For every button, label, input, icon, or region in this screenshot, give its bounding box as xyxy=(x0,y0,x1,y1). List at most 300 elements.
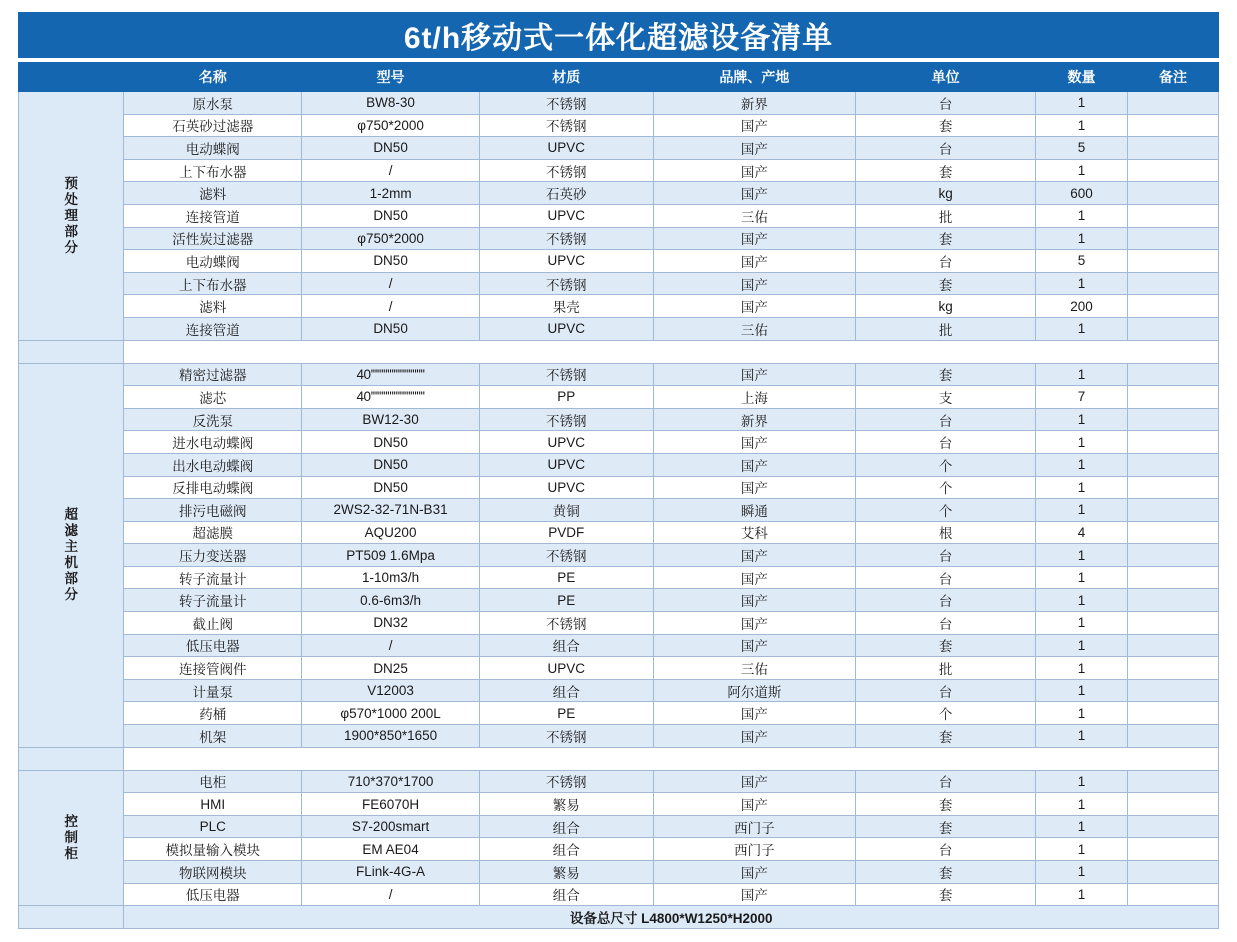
item-material: PE xyxy=(479,566,653,589)
item-model: / xyxy=(302,295,480,318)
item-material: 组合 xyxy=(479,679,653,702)
table-row xyxy=(19,702,1219,725)
item-remark xyxy=(1128,92,1219,115)
table-row xyxy=(19,521,1219,544)
item-unit: 套 xyxy=(856,861,1036,884)
item-brand: 阿尔道斯 xyxy=(653,679,856,702)
item-qty: 1 xyxy=(1036,159,1128,182)
item-qty: 1 xyxy=(1036,634,1128,657)
item-name: 反洗泵 xyxy=(124,408,302,431)
item-qty: 1 xyxy=(1036,431,1128,454)
item-unit: 台 xyxy=(856,431,1036,454)
item-model: AQU200 xyxy=(302,521,480,544)
item-qty: 1 xyxy=(1036,114,1128,137)
item-name: 上下布水器 xyxy=(124,272,302,295)
item-remark xyxy=(1128,657,1219,680)
item-unit: 台 xyxy=(856,137,1036,160)
table-row xyxy=(19,295,1219,318)
item-remark xyxy=(1128,861,1219,884)
table-row xyxy=(19,227,1219,250)
item-brand: 国产 xyxy=(653,793,856,816)
table-body xyxy=(19,92,1219,929)
item-remark xyxy=(1128,612,1219,635)
item-model: 1900*850*1650 xyxy=(302,725,480,748)
item-unit: 套 xyxy=(856,793,1036,816)
item-remark xyxy=(1128,702,1219,725)
item-name: 转子流量计 xyxy=(124,589,302,612)
item-name: 电柜 xyxy=(124,770,302,793)
item-unit: 批 xyxy=(856,657,1036,680)
item-unit: 批 xyxy=(856,317,1036,340)
item-remark xyxy=(1128,453,1219,476)
item-model: DN50 xyxy=(302,476,480,499)
item-model: PT509 1.6Mpa xyxy=(302,544,480,567)
item-qty: 1 xyxy=(1036,499,1128,522)
column-header-group xyxy=(19,63,124,92)
group-label-3 xyxy=(19,770,124,906)
table-row xyxy=(19,770,1219,793)
item-brand: 国产 xyxy=(653,612,856,635)
item-remark xyxy=(1128,272,1219,295)
item-model: EM AE04 xyxy=(302,838,480,861)
item-name: 超滤膜 xyxy=(124,521,302,544)
item-name: 模拟量输入模块 xyxy=(124,838,302,861)
item-name: 截止阀 xyxy=(124,612,302,635)
item-name: 机架 xyxy=(124,725,302,748)
item-qty: 1 xyxy=(1036,589,1128,612)
item-name: 药桶 xyxy=(124,702,302,725)
item-brand: 国产 xyxy=(653,770,856,793)
item-model: 0.6-6m3/h xyxy=(302,589,480,612)
item-qty: 1 xyxy=(1036,702,1128,725)
item-name: 活性炭过滤器 xyxy=(124,227,302,250)
group-label-text: 超滤主机部分 xyxy=(64,507,79,602)
item-unit: 台 xyxy=(856,838,1036,861)
item-brand: 国产 xyxy=(653,702,856,725)
item-model: / xyxy=(302,634,480,657)
item-material: 不锈钢 xyxy=(479,363,653,386)
item-material: 不锈钢 xyxy=(479,408,653,431)
item-name: 滤料 xyxy=(124,182,302,205)
item-brand: 西门子 xyxy=(653,815,856,838)
item-qty: 1 xyxy=(1036,793,1128,816)
item-unit: 台 xyxy=(856,679,1036,702)
item-brand: 国产 xyxy=(653,159,856,182)
item-material: PP xyxy=(479,386,653,409)
item-material: 不锈钢 xyxy=(479,114,653,137)
table-row xyxy=(19,566,1219,589)
item-qty: 1 xyxy=(1036,725,1128,748)
item-material: 组合 xyxy=(479,883,653,906)
item-brand: 国产 xyxy=(653,431,856,454)
item-remark xyxy=(1128,499,1219,522)
item-name: 电动蝶阀 xyxy=(124,137,302,160)
item-unit: 台 xyxy=(856,408,1036,431)
item-name: 电动蝶阀 xyxy=(124,250,302,273)
item-qty: 1 xyxy=(1036,204,1128,227)
item-material: UPVC xyxy=(479,250,653,273)
item-remark xyxy=(1128,363,1219,386)
item-qty: 200 xyxy=(1036,295,1128,318)
item-brand: 国产 xyxy=(653,272,856,295)
group-label-text: 控制柜 xyxy=(64,814,79,861)
table-row xyxy=(19,657,1219,680)
item-brand: 瞬通 xyxy=(653,499,856,522)
item-unit: 套 xyxy=(856,725,1036,748)
item-material: 组合 xyxy=(479,815,653,838)
item-model: 710*370*1700 xyxy=(302,770,480,793)
table-row xyxy=(19,386,1219,409)
item-material: UPVC xyxy=(479,476,653,499)
item-unit: 台 xyxy=(856,566,1036,589)
item-qty: 1 xyxy=(1036,566,1128,589)
table-row xyxy=(19,137,1219,160)
item-remark xyxy=(1128,408,1219,431)
item-name: 石英砂过滤器 xyxy=(124,114,302,137)
item-brand: 国产 xyxy=(653,250,856,273)
item-remark xyxy=(1128,137,1219,160)
table-row xyxy=(19,861,1219,884)
item-model: 40'''''''''''''''''''''''''' xyxy=(302,363,480,386)
item-remark xyxy=(1128,114,1219,137)
item-remark xyxy=(1128,204,1219,227)
group-label-text: 预处理部分 xyxy=(64,175,79,255)
item-model: V12003 xyxy=(302,679,480,702)
group-spacer-row xyxy=(19,340,1219,363)
item-brand: 国产 xyxy=(653,883,856,906)
item-unit: 个 xyxy=(856,499,1036,522)
item-model: BW12-30 xyxy=(302,408,480,431)
item-remark xyxy=(1128,544,1219,567)
item-brand: 新界 xyxy=(653,92,856,115)
spec-sheet xyxy=(0,12,1237,942)
item-brand: 国产 xyxy=(653,295,856,318)
item-unit: 台 xyxy=(856,589,1036,612)
item-brand: 国产 xyxy=(653,453,856,476)
item-name: 转子流量计 xyxy=(124,566,302,589)
item-brand: 国产 xyxy=(653,137,856,160)
item-brand: 国产 xyxy=(653,114,856,137)
item-brand: 艾科 xyxy=(653,521,856,544)
item-remark xyxy=(1128,793,1219,816)
item-material: 不锈钢 xyxy=(479,227,653,250)
item-qty: 1 xyxy=(1036,612,1128,635)
column-header-unit: 单位 xyxy=(856,63,1036,92)
item-unit: 套 xyxy=(856,363,1036,386)
item-material: 不锈钢 xyxy=(479,544,653,567)
group-spacer-left xyxy=(19,340,124,363)
item-material: UPVC xyxy=(479,657,653,680)
item-name: 原水泵 xyxy=(124,92,302,115)
item-remark xyxy=(1128,725,1219,748)
page-title: 6t/h移动式一体化超滤设备清单 xyxy=(18,12,1219,58)
item-qty: 1 xyxy=(1036,92,1128,115)
item-qty: 5 xyxy=(1036,250,1128,273)
item-material: 繁易 xyxy=(479,861,653,884)
item-brand: 国产 xyxy=(653,589,856,612)
table-row xyxy=(19,182,1219,205)
item-model: DN50 xyxy=(302,204,480,227)
table-row xyxy=(19,634,1219,657)
item-unit: 批 xyxy=(856,204,1036,227)
item-remark xyxy=(1128,770,1219,793)
item-remark xyxy=(1128,431,1219,454)
item-model: DN50 xyxy=(302,250,480,273)
item-name: 精密过滤器 xyxy=(124,363,302,386)
table-row xyxy=(19,204,1219,227)
table-row xyxy=(19,679,1219,702)
table-row xyxy=(19,272,1219,295)
item-unit: 根 xyxy=(856,521,1036,544)
item-qty: 1 xyxy=(1036,317,1128,340)
item-brand: 三佑 xyxy=(653,317,856,340)
item-brand: 国产 xyxy=(653,634,856,657)
item-unit: 台 xyxy=(856,92,1036,115)
group-label-2 xyxy=(19,363,124,747)
item-unit: 套 xyxy=(856,815,1036,838)
item-remark xyxy=(1128,521,1219,544)
total-dimensions-note: 设备总尺寸 L4800*W1250*H2000 xyxy=(124,906,1219,929)
table-row xyxy=(19,815,1219,838)
item-qty: 5 xyxy=(1036,137,1128,160)
item-material: 繁易 xyxy=(479,793,653,816)
item-name: 低压电器 xyxy=(124,883,302,906)
item-model: DN25 xyxy=(302,657,480,680)
table-row xyxy=(19,408,1219,431)
item-material: 不锈钢 xyxy=(479,612,653,635)
table-row xyxy=(19,476,1219,499)
table-row xyxy=(19,250,1219,273)
group-spacer-left xyxy=(19,747,124,770)
item-qty: 1 xyxy=(1036,544,1128,567)
item-model: DN50 xyxy=(302,317,480,340)
table-row xyxy=(19,114,1219,137)
item-unit: 套 xyxy=(856,159,1036,182)
item-brand: 国产 xyxy=(653,363,856,386)
column-header-name: 名称 xyxy=(124,63,302,92)
item-name: 滤料 xyxy=(124,295,302,318)
item-model: FLink-4G-A xyxy=(302,861,480,884)
item-qty: 1 xyxy=(1036,815,1128,838)
item-material: UPVC xyxy=(479,431,653,454)
item-remark xyxy=(1128,159,1219,182)
item-material: UPVC xyxy=(479,453,653,476)
item-model: DN50 xyxy=(302,453,480,476)
item-brand: 国产 xyxy=(653,227,856,250)
item-qty: 1 xyxy=(1036,363,1128,386)
item-brand: 国产 xyxy=(653,182,856,205)
item-qty: 1 xyxy=(1036,408,1128,431)
column-header-brand: 品牌、产地 xyxy=(653,63,856,92)
item-model: 1-2mm xyxy=(302,182,480,205)
item-brand: 国产 xyxy=(653,861,856,884)
group-spacer-body xyxy=(124,340,1219,363)
item-remark xyxy=(1128,227,1219,250)
item-name: 出水电动蝶阀 xyxy=(124,453,302,476)
item-qty: 1 xyxy=(1036,838,1128,861)
footer-left-cell xyxy=(19,906,124,929)
table-row xyxy=(19,453,1219,476)
item-model: DN50 xyxy=(302,431,480,454)
item-model: DN32 xyxy=(302,612,480,635)
item-name: 压力变送器 xyxy=(124,544,302,567)
item-unit: 台 xyxy=(856,770,1036,793)
item-name: 物联网模块 xyxy=(124,861,302,884)
item-material: 组合 xyxy=(479,838,653,861)
item-name: 上下布水器 xyxy=(124,159,302,182)
item-material: 不锈钢 xyxy=(479,725,653,748)
item-remark xyxy=(1128,386,1219,409)
item-material: 不锈钢 xyxy=(479,770,653,793)
column-header-material: 材质 xyxy=(479,63,653,92)
item-brand: 三佑 xyxy=(653,204,856,227)
equipment-list-table xyxy=(18,62,1219,929)
item-model: 2WS2-32-71N-B31 xyxy=(302,499,480,522)
item-remark xyxy=(1128,679,1219,702)
item-material: UPVC xyxy=(479,317,653,340)
item-brand: 新界 xyxy=(653,408,856,431)
table-header-row xyxy=(19,63,1219,92)
table-row xyxy=(19,159,1219,182)
item-remark xyxy=(1128,317,1219,340)
item-unit: 个 xyxy=(856,702,1036,725)
item-model: DN50 xyxy=(302,137,480,160)
item-unit: 套 xyxy=(856,114,1036,137)
item-model: 40'''''''''''''''''''''''''' xyxy=(302,386,480,409)
item-qty: 1 xyxy=(1036,476,1128,499)
item-unit: kg xyxy=(856,295,1036,318)
item-qty: 1 xyxy=(1036,453,1128,476)
table-row xyxy=(19,431,1219,454)
item-brand: 国产 xyxy=(653,476,856,499)
item-name: 连接管阀件 xyxy=(124,657,302,680)
item-name: 计量泵 xyxy=(124,679,302,702)
item-material: PE xyxy=(479,702,653,725)
item-model: FE6070H xyxy=(302,793,480,816)
item-unit: 台 xyxy=(856,250,1036,273)
item-material: 组合 xyxy=(479,634,653,657)
item-model: φ750*2000 xyxy=(302,227,480,250)
item-model: BW8-30 xyxy=(302,92,480,115)
item-unit: 支 xyxy=(856,386,1036,409)
column-header-remark: 备注 xyxy=(1128,63,1219,92)
item-model: / xyxy=(302,159,480,182)
item-name: PLC xyxy=(124,815,302,838)
item-model: / xyxy=(302,272,480,295)
item-remark xyxy=(1128,182,1219,205)
item-model: φ570*1000 200L xyxy=(302,702,480,725)
table-row xyxy=(19,793,1219,816)
table-row xyxy=(19,92,1219,115)
item-unit: 个 xyxy=(856,453,1036,476)
item-material: UPVC xyxy=(479,204,653,227)
item-name: 低压电器 xyxy=(124,634,302,657)
item-material: 果壳 xyxy=(479,295,653,318)
item-name: 反排电动蝶阀 xyxy=(124,476,302,499)
table-row xyxy=(19,612,1219,635)
item-qty: 1 xyxy=(1036,770,1128,793)
item-qty: 1 xyxy=(1036,272,1128,295)
column-header-qty: 数量 xyxy=(1036,63,1128,92)
table-row xyxy=(19,725,1219,748)
table-row xyxy=(19,589,1219,612)
item-material: PVDF xyxy=(479,521,653,544)
item-unit: 套 xyxy=(856,883,1036,906)
item-unit: 个 xyxy=(856,476,1036,499)
table-row xyxy=(19,544,1219,567)
item-material: 黄铜 xyxy=(479,499,653,522)
item-brand: 上海 xyxy=(653,386,856,409)
item-unit: 台 xyxy=(856,612,1036,635)
item-qty: 1 xyxy=(1036,679,1128,702)
item-qty: 600 xyxy=(1036,182,1128,205)
item-remark xyxy=(1128,250,1219,273)
item-qty: 1 xyxy=(1036,657,1128,680)
group-spacer-body xyxy=(124,747,1219,770)
item-qty: 1 xyxy=(1036,227,1128,250)
item-brand: 国产 xyxy=(653,566,856,589)
item-unit: 套 xyxy=(856,227,1036,250)
item-remark xyxy=(1128,295,1219,318)
item-material: 不锈钢 xyxy=(479,272,653,295)
item-material: 不锈钢 xyxy=(479,159,653,182)
item-name: 排污电磁阀 xyxy=(124,499,302,522)
item-qty: 7 xyxy=(1036,386,1128,409)
item-unit: 套 xyxy=(856,634,1036,657)
item-material: UPVC xyxy=(479,137,653,160)
item-remark xyxy=(1128,566,1219,589)
item-brand: 西门子 xyxy=(653,838,856,861)
column-header-model: 型号 xyxy=(302,63,480,92)
item-remark xyxy=(1128,883,1219,906)
item-name: 连接管道 xyxy=(124,204,302,227)
item-material: PE xyxy=(479,589,653,612)
item-model: / xyxy=(302,883,480,906)
item-remark xyxy=(1128,634,1219,657)
table-row xyxy=(19,317,1219,340)
table-row xyxy=(19,883,1219,906)
item-unit: 台 xyxy=(856,544,1036,567)
item-model: φ750*2000 xyxy=(302,114,480,137)
item-model: S7-200smart xyxy=(302,815,480,838)
item-material: 不锈钢 xyxy=(479,92,653,115)
item-name: 滤芯 xyxy=(124,386,302,409)
item-brand: 国产 xyxy=(653,544,856,567)
item-remark xyxy=(1128,589,1219,612)
group-spacer-row xyxy=(19,747,1219,770)
item-qty: 1 xyxy=(1036,861,1128,884)
item-model: 1-10m3/h xyxy=(302,566,480,589)
item-remark xyxy=(1128,476,1219,499)
item-material: 石英砂 xyxy=(479,182,653,205)
item-qty: 1 xyxy=(1036,883,1128,906)
item-qty: 4 xyxy=(1036,521,1128,544)
table-row xyxy=(19,363,1219,386)
item-brand: 三佑 xyxy=(653,657,856,680)
item-remark xyxy=(1128,838,1219,861)
item-name: 进水电动蝶阀 xyxy=(124,431,302,454)
footer-row xyxy=(19,906,1219,929)
item-unit: 套 xyxy=(856,272,1036,295)
item-remark xyxy=(1128,815,1219,838)
item-brand: 国产 xyxy=(653,725,856,748)
item-unit: kg xyxy=(856,182,1036,205)
item-name: HMI xyxy=(124,793,302,816)
table-row xyxy=(19,499,1219,522)
item-name: 连接管道 xyxy=(124,317,302,340)
table-row xyxy=(19,838,1219,861)
group-label-1 xyxy=(19,92,124,341)
